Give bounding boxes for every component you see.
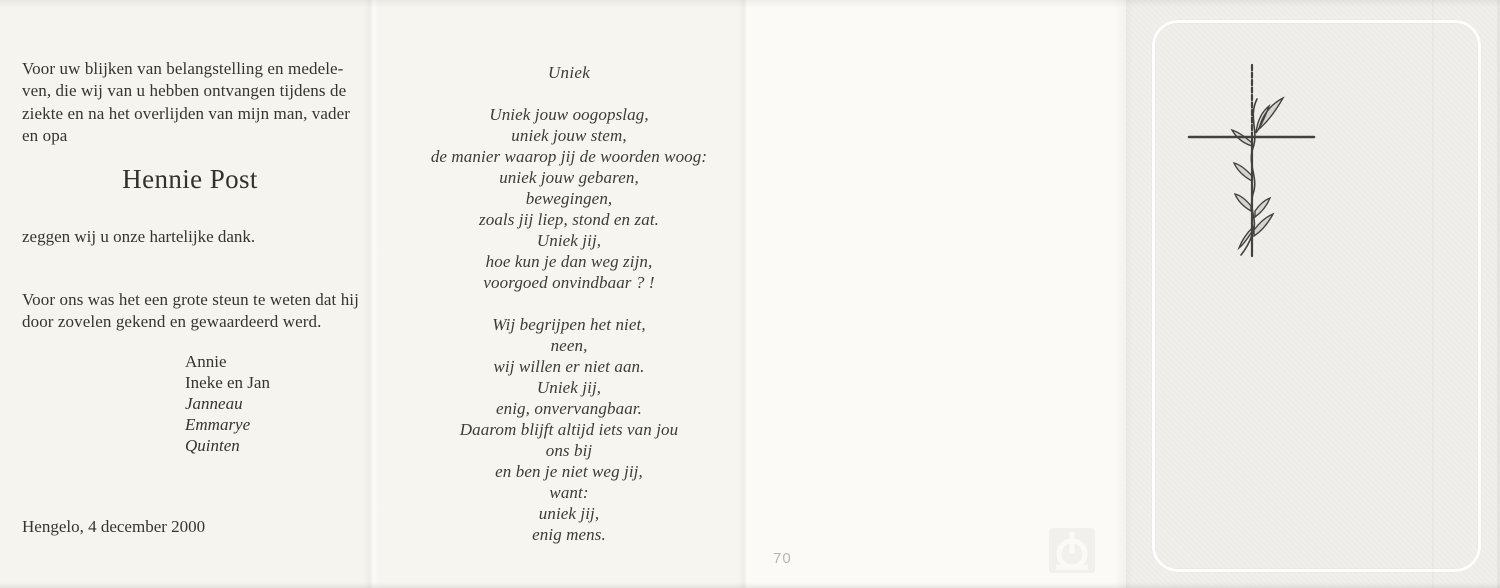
panel-blank-back	[746, 0, 1126, 588]
scan-edge-bottom	[0, 583, 1500, 588]
support-line: door zovelen gekend en gewaardeerd werd.	[22, 312, 322, 332]
acknowledgement-line: Voor uw blijken van belangstelling en medele-	[22, 59, 344, 78]
panel-poem	[372, 0, 746, 588]
poem-line: bewegingen,	[525, 189, 613, 208]
acknowledgement-paragraph	[22, 58, 362, 147]
poem	[372, 0, 746, 588]
poem-line: hoe kun je dan weg zijn,	[485, 252, 653, 271]
acknowledgement-line: en opa	[22, 125, 68, 145]
poem-line: uniek jouw gebaren,	[499, 168, 639, 187]
album-page-number: 70	[773, 550, 792, 567]
acknowledgement-line: ven, die wij van u hebben ontvangen tijdens de	[22, 81, 347, 101]
poem-line: uniek jouw stem,	[511, 126, 627, 145]
poem-line: want:	[549, 483, 589, 502]
place-and-date-line: Hengelo, 4 december 2000	[22, 517, 206, 536]
support-line: Voor ons was het een grote steun te weten dat hij	[22, 290, 359, 309]
poem-line: voorgoed onvindbaar ? !	[483, 273, 655, 292]
family-name: Ineke en Jan	[185, 373, 270, 392]
thanks-line: zeggen wij u onze hartelijke dank.	[22, 227, 256, 246]
poem-line: ons bij	[545, 441, 593, 460]
faint-publisher-stamp-icon	[1048, 527, 1096, 574]
poem-line: Wij begrijpen het niet,	[492, 315, 646, 334]
poem-line: de manier waarop jij de woorden woog:	[430, 147, 708, 166]
support-paragraph	[22, 289, 362, 334]
poem-line: Daarom blijft altijd iets van jou	[459, 420, 679, 439]
acknowledgement-line: ziekte en na het overlijden van mijn man, vader	[22, 103, 351, 123]
poem-line: Uniek jij,	[536, 231, 602, 250]
poem-line: en ben je niet weg jij,	[495, 462, 643, 481]
family-names-list	[185, 351, 270, 456]
poem-line: Uniek jij,	[536, 378, 602, 397]
scan-edge-top	[0, 0, 1500, 7]
family-name: Emmarye	[185, 415, 251, 434]
deceased-name: Hennie Post	[122, 164, 258, 194]
panel-cover	[1126, 0, 1500, 588]
poem-line: enig, onvervangbaar.	[495, 399, 642, 418]
poem-stanza-1	[392, 104, 746, 293]
cross-with-leaf-branch-illustration	[1160, 53, 1365, 268]
poem-line: Uniek jouw oogopslag,	[489, 105, 649, 124]
poem-title: Uniek	[547, 63, 591, 82]
family-name: Quinten	[185, 436, 240, 455]
poem-line: zoals jij liep, stond en zat.	[479, 210, 659, 229]
poem-line: neen,	[550, 336, 588, 355]
poem-line: uniek jij,	[538, 504, 600, 523]
poem-line: enig mens.	[532, 525, 606, 544]
family-name: Annie	[185, 352, 227, 371]
family-name: Janneau	[185, 394, 243, 413]
poem-line: wij willen er niet aan.	[493, 357, 645, 376]
poem-stanza-2	[392, 314, 746, 545]
panel-thank-you	[0, 0, 372, 588]
